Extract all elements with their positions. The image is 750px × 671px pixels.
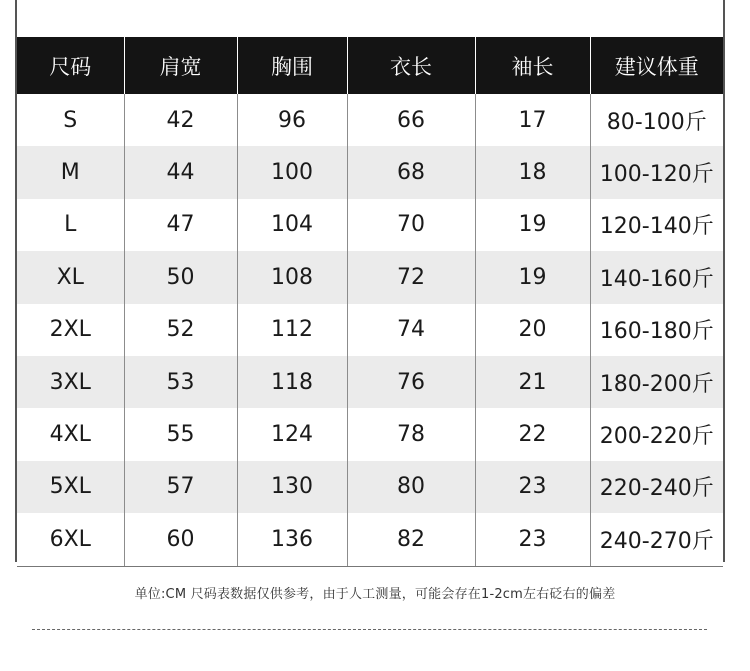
cell-chest: 124	[237, 408, 347, 460]
header-length: 衣长	[347, 37, 475, 94]
cell-sleeve: 21	[475, 356, 590, 408]
cell-size: 5XL	[17, 461, 124, 513]
header-sleeve: 袖长	[475, 37, 590, 94]
table-row	[17, 513, 723, 566]
cell-chest: 104	[237, 199, 347, 251]
cell-size: 2XL	[17, 304, 124, 356]
table-row	[17, 356, 723, 408]
header-chest: 胸围	[237, 37, 347, 94]
cell-length: 80	[347, 461, 475, 513]
cell-sleeve: 17	[475, 94, 590, 146]
cell-size: 6XL	[17, 513, 124, 566]
table-row	[17, 251, 723, 303]
dashed-divider	[32, 629, 707, 630]
cell-sleeve: 18	[475, 146, 590, 198]
cell-chest: 136	[237, 513, 347, 566]
cell-chest: 96	[237, 94, 347, 146]
cell-weight: 160-180斤	[599, 319, 714, 345]
cell-length: 72	[347, 251, 475, 303]
cell-shoulder: 60	[124, 513, 237, 566]
cell-shoulder: 42	[124, 94, 237, 146]
cell-size: L	[17, 199, 124, 251]
cell-shoulder: 44	[124, 146, 237, 198]
cell-length: 82	[347, 513, 475, 566]
cell-length: 76	[347, 356, 475, 408]
cell-chest: 118	[237, 356, 347, 408]
cell-size: 3XL	[17, 356, 124, 408]
cell-weight: 180-200斤	[590, 356, 723, 408]
cell-size: M	[17, 146, 124, 198]
cell-shoulder: 53	[124, 356, 237, 408]
header-weight: 建议体重	[590, 37, 723, 94]
cell-size: S	[17, 94, 124, 146]
table-row	[17, 304, 723, 356]
measurement-note: 单位:CM 尺码表数据仅供参考，由于人工测量，可能会存在1-2cm左右砭右的偏差	[134, 587, 616, 602]
cell-chest: 108	[237, 251, 347, 303]
cell-weight: 140-160斤	[590, 251, 723, 303]
cell-length: 66	[347, 94, 475, 146]
cell-length: 78	[347, 408, 475, 460]
table-row	[17, 408, 723, 460]
table-row	[17, 461, 723, 513]
cell-sleeve: 23	[475, 461, 590, 513]
cell-weight: 200-220斤	[599, 424, 714, 450]
cell-sleeve: 19	[475, 199, 590, 251]
cell-shoulder: 50	[124, 251, 237, 303]
cell-chest: 100	[237, 146, 347, 198]
cell-size: XL	[17, 251, 124, 303]
cell-chest: 130	[237, 461, 347, 513]
cell-length: 68	[347, 146, 475, 198]
cell-sleeve: 22	[475, 408, 590, 460]
table-row	[17, 146, 723, 198]
cell-weight: 240-270斤	[590, 513, 723, 566]
table-header-row	[17, 37, 723, 94]
cell-shoulder: 57	[124, 461, 237, 513]
cell-size: 4XL	[17, 408, 124, 460]
cell-weight: 120-140斤	[599, 214, 714, 240]
cell-weight: 100-120斤	[590, 146, 723, 198]
cell-weight: 80-100斤	[606, 109, 707, 135]
cell-sleeve: 23	[475, 513, 590, 566]
cell-shoulder: 55	[124, 408, 237, 460]
cell-shoulder: 47	[124, 199, 237, 251]
cell-length: 74	[347, 304, 475, 356]
table-row	[17, 199, 723, 251]
size-chart-table	[17, 37, 723, 567]
cell-shoulder: 52	[124, 304, 237, 356]
cell-sleeve: 20	[475, 304, 590, 356]
cell-weight: 220-240斤	[590, 461, 723, 513]
table-row	[17, 94, 723, 146]
header-size: 尺码	[17, 37, 124, 94]
header-shoulder: 肩宽	[124, 37, 237, 94]
cell-sleeve: 19	[475, 251, 590, 303]
cell-chest: 112	[237, 304, 347, 356]
cell-length: 70	[347, 199, 475, 251]
